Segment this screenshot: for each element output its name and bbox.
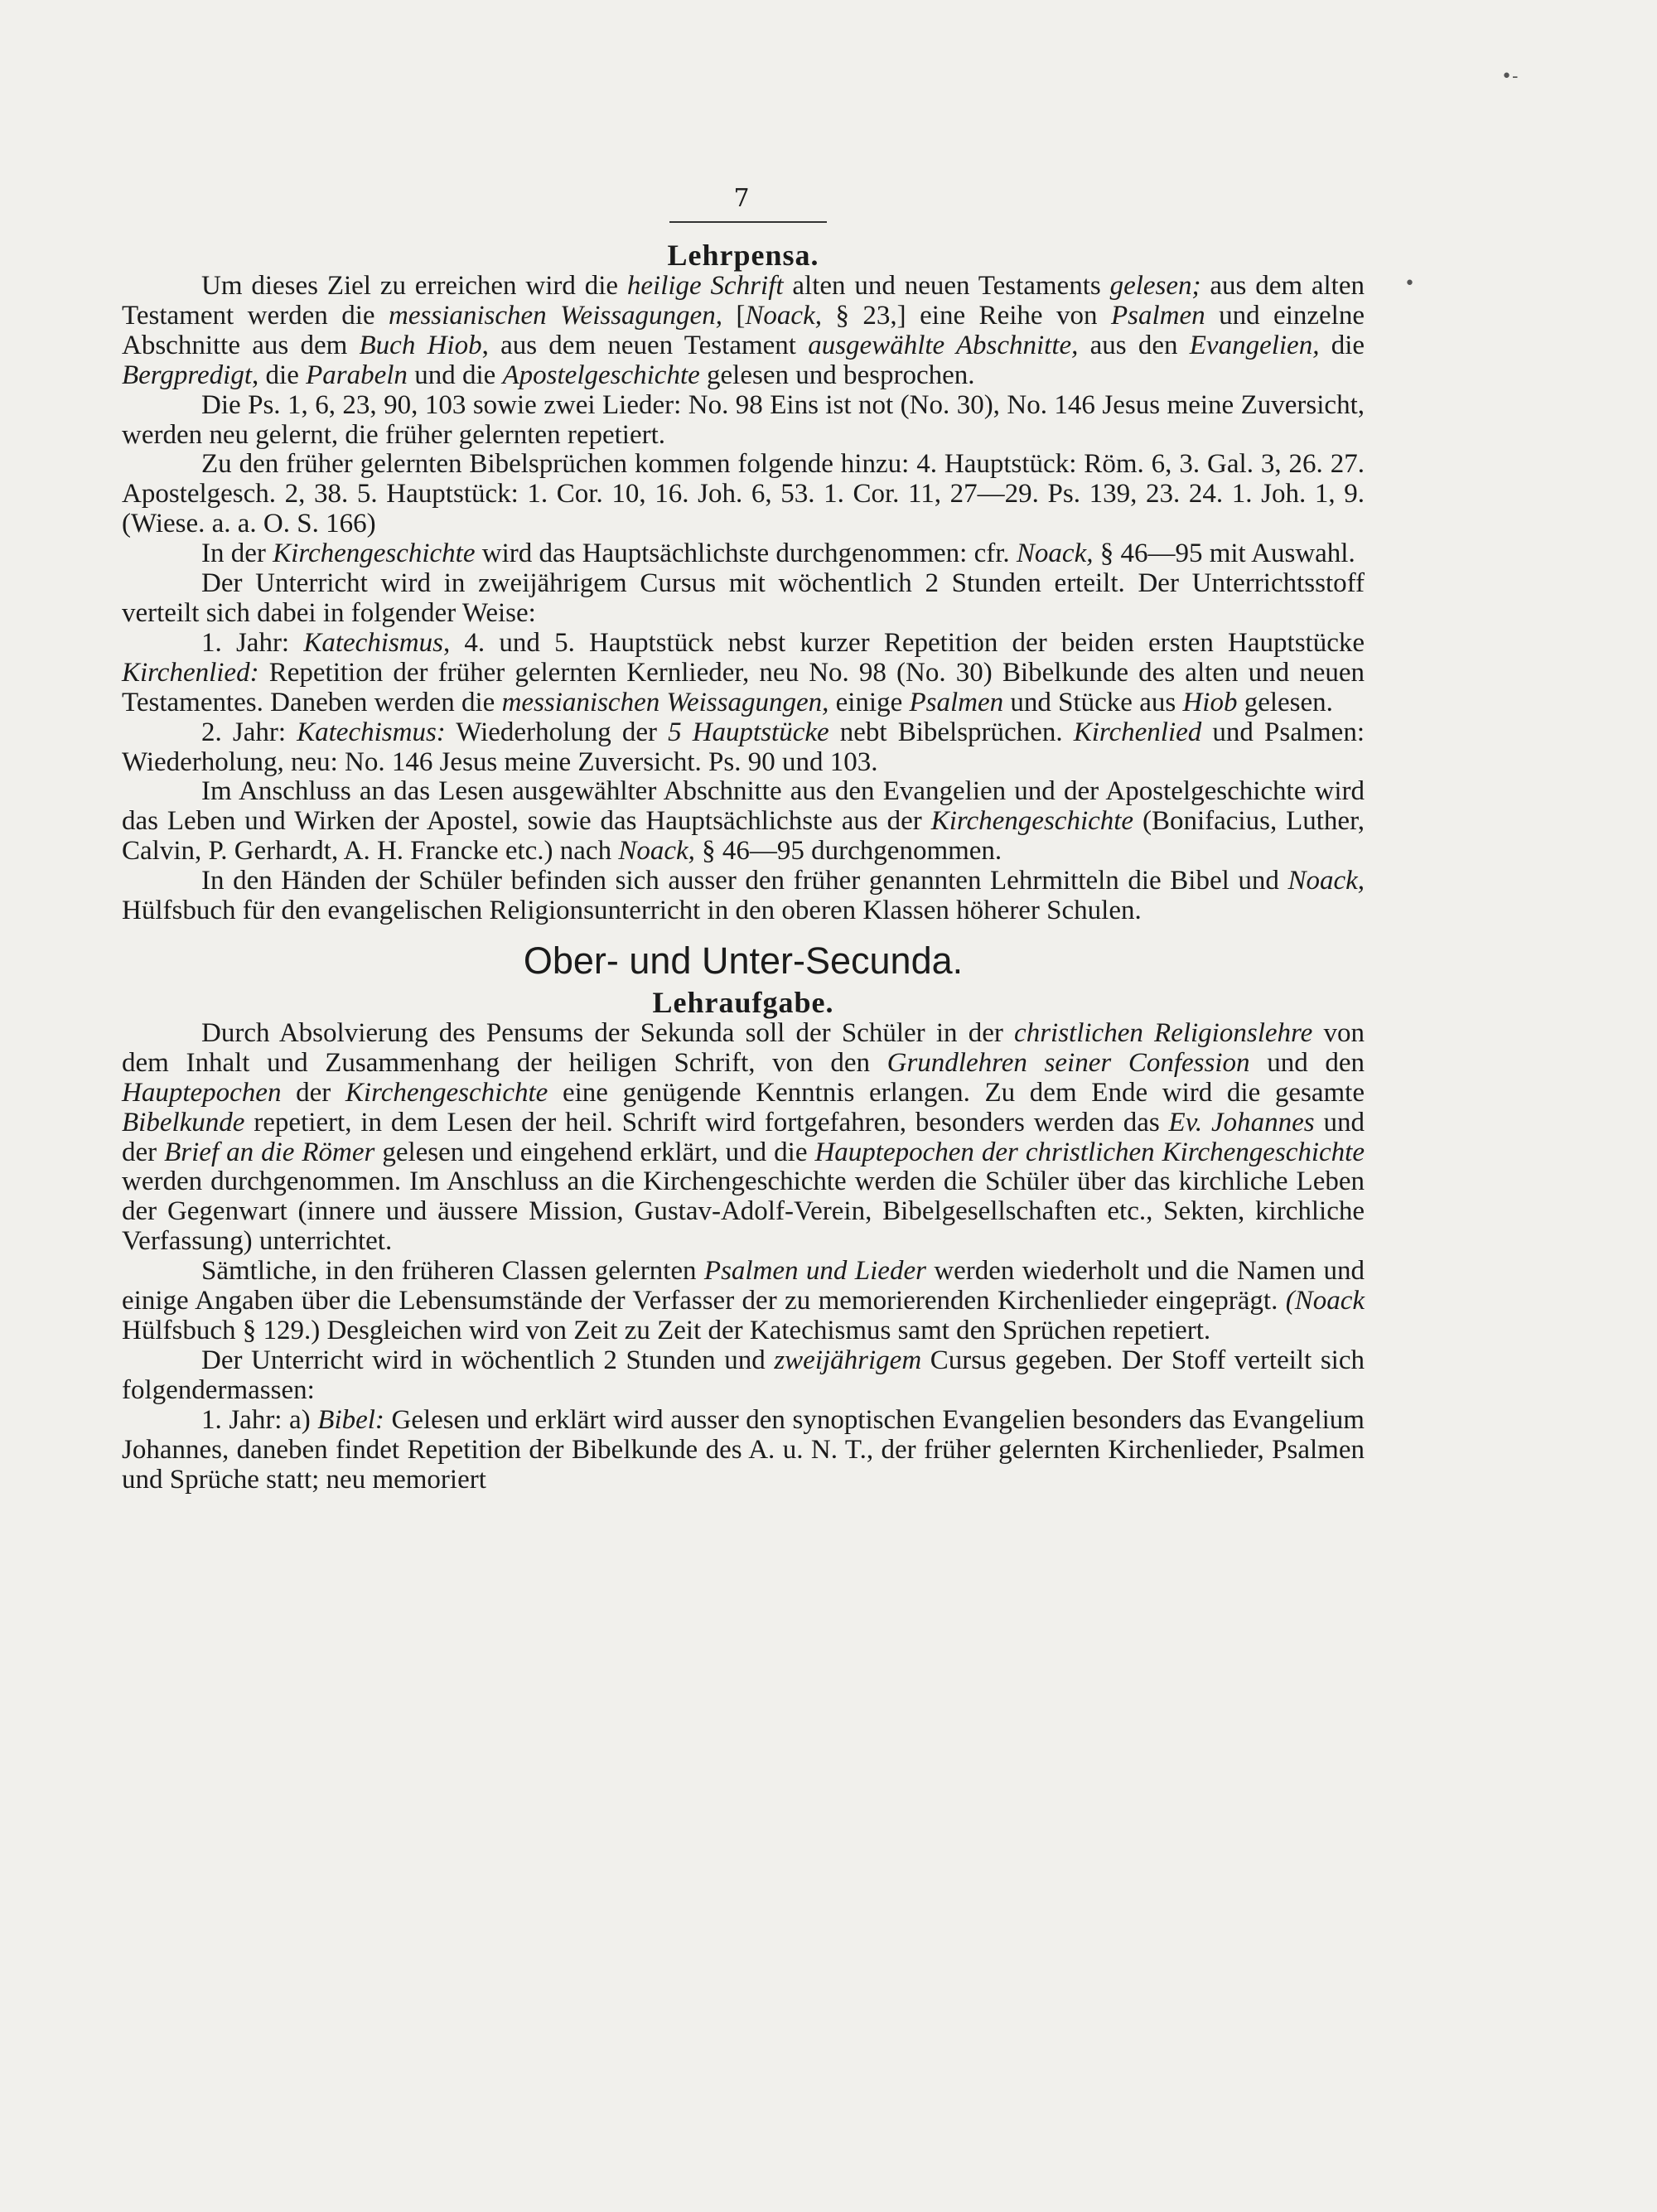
paragraph: Der Unterricht wird in wöchentlich 2 Stunden und zweijährigem Cursus gegeben. Der Stoff verteilt sich folgendermassen: (122, 1345, 1365, 1405)
paragraph: In der Kirchengeschichte wird das Hauptsächlichste durchgenommen: cfr. Noack, § 46—95 mit Auswahl. (201, 539, 1355, 569)
paragraph: Zu den früher gelernten Bibelsprüchen kommen folgende hinzu: 4. Hauptstück: Röm. 6, 3. Gal. 3, 26. 27. Apostelgesch. 2, 38. 5. Hauptstück: 1. Cor. 10, 16. Joh. 6, 53. 1. Cor. 11, 27—29. Ps. 139, 23. 24. 1. Joh. 1, 9. (Wiese. a. a. O. S. 166) (122, 449, 1365, 539)
paragraph: 1. Jahr: a) Bibel: Gelesen und erklärt wird ausser den synoptischen Evangelien besonders das Evangelium Johannes, daneben findet Repetition der Bibelkunde des A. u. N. T., der früher gelernten Kirchenlieder, Psalmen und Sprüche statt; neu memoriert (122, 1404, 1365, 1495)
paragraph: 1. Jahr: Katechismus, 4. und 5. Hauptstück nebst kurzer Repetition der beiden ersten Hauptstücke Kirchenlied: Repetition der früher gelernten Kernlieder, neu No. 98 (No. 30) Bibelkunde des alten und neuen Testamentes. Daneben werden die messianischen Weissagungen, einige Psalmen und Stücke aus Hiob gelesen. (122, 627, 1365, 717)
class-heading: Ober- und Unter-Secunda. (523, 939, 964, 982)
paragraph: Der Unterricht wird in zweijährigem Cursus mit wöchentlich 2 Stunden erteilt. Der Unterrichtsstoff verteilt sich dabei in folgender Weise: (122, 568, 1365, 628)
stray-mark: •- (1501, 66, 1519, 87)
section-heading-lehraufgabe: Lehraufgabe. (652, 985, 834, 1019)
paragraph: Im Anschluss an das Lesen ausgewählter Abschnitte aus den Evangelien und der Apostelgeschichte wird das Leben und Wirken der Apostel, sowie das Hauptsächlichste aus der Kirchengeschichte (Bonifacius, Luther, Calvin, P. Gerhardt, A. H. Francke etc.) nach Noack, § 46—95 durchgenommen. (122, 776, 1365, 867)
paragraph: 2. Jahr: Katechismus: Wiederholung der 5 Hauptstücke nebt Bibelsprüchen. Kirchenlied und Psalmen: Wiederholung, neu: No. 146 Jesus meine Zuversicht. Ps. 90 und 103. (122, 717, 1365, 777)
stray-mark: • (1404, 273, 1415, 294)
paragraph: Sämtliche, in den früheren Classen gelernten Psalmen und Lieder werden wiederholt und die Namen und einige Angaben über die Lebensumstände der Verfasser der zu memorierenden Kirchenlieder eingeprägt. (Noack Hülfsbuch § 129.) Desgleichen wird von Zeit zu Zeit der Katechismus samt den Sprüchen repetiert. (122, 1256, 1365, 1345)
paragraph: In den Händen der Schüler befinden sich ausser den früher genannten Lehrmitteln die Bibel und Noack, Hülfsbuch für den evangelischen Religionsunterricht in den oberen Klassen höherer Schulen. (122, 866, 1365, 926)
paragraph: Durch Absolvierung des Pensums der Sekunda soll der Schüler in der christlichen Religionslehre von dem Inhalt und Zusammenhang der heiligen Schrift, von den Grundlehren seiner Confession und den Hauptepochen der Kirchengeschichte eine genügende Kenntnis erlangen. Zu dem Ende wird die gesamte Bibelkunde repetiert, in dem Lesen der heil. Schrift wird fortgefahren, besonders werden das Ev. Johannes und der Brief an die Römer gelesen und eingehend erklärt, und die Hauptepochen der christlichen Kirchengeschichte werden durchgenommen. Im Anschluss an die Kirchengeschichte werden die Schüler über das kirchliche Leben der Gegenwart (innere und äussere Mission, Gustav-Adolf-Verein, Bibelgesellschaften etc., Sekten, kirchliche Verfassung) unterrichtet. (122, 1017, 1365, 1257)
page-number: 7 (733, 184, 750, 213)
page-number-rule (669, 221, 827, 223)
paragraph: Die Ps. 1, 6, 23, 90, 103 sowie zwei Lieder: No. 98 Eins ist not (No. 30), No. 146 Jesus meine Zuversicht, werden neu gelernt, die früher gelernten repetiert. (122, 389, 1365, 450)
body-text (122, 239, 1365, 1495)
section-heading-lehrpensa: Lehrpensa. (667, 239, 819, 272)
paragraph: Um dieses Ziel zu erreichen wird die heilige Schrift alten und neuen Testaments gelesen; aus dem alten Testament werden die messianischen Weissagungen, [Noack, § 23,] eine Reihe von Psalmen und einzelne Abschnitte aus dem Buch Hiob, aus dem neuen Testament ausgewählte Abschnitte, aus den Evangelien, die Bergpredigt, die Parabeln und die Apostelgeschichte gelesen und besprochen. (122, 271, 1365, 390)
